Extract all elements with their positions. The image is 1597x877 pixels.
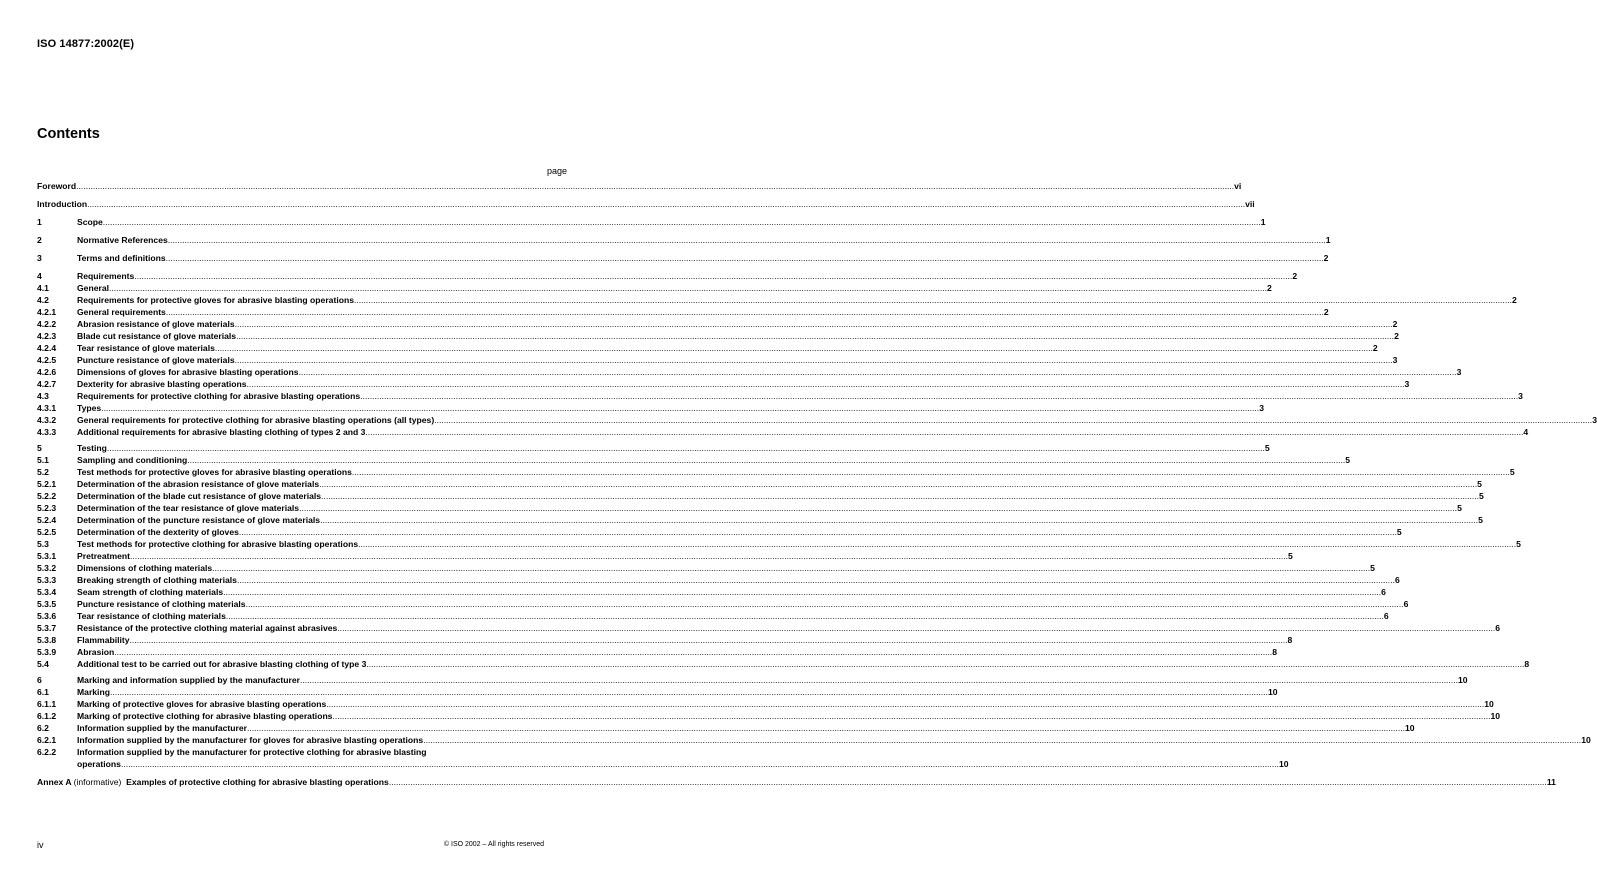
dot-leader [114, 646, 1272, 658]
dot-leader [76, 180, 1234, 192]
toc-entry-introduction[interactable] [37, 198, 1255, 210]
toc-entry-label: Tear resistance of clothing materials [77, 611, 226, 621]
toc-entry-label: Additional test to be carried out for abrasive blasting clothing of type 3 [77, 659, 367, 669]
toc-group-testing [37, 442, 1530, 670]
toc-entry[interactable] [37, 490, 1484, 502]
toc-entry-label: Sampling and conditioning [77, 455, 188, 465]
dot-leader [236, 330, 1394, 342]
dot-leader [247, 722, 1405, 734]
toc-entry-page: 5 [1345, 455, 1351, 465]
toc-entry[interactable] [37, 746, 569, 758]
toc-entry-label: Types [77, 403, 102, 413]
dot-leader [354, 294, 1512, 306]
toc-group-marking [37, 674, 1591, 770]
toc-entry-page: 10 [1581, 735, 1591, 745]
toc-entry-page: 8 [1272, 647, 1278, 657]
toc-entry-number: 2 [37, 235, 42, 245]
toc-entry-page: 10 [1490, 711, 1501, 721]
toc-entry-number: 5.2 [37, 467, 49, 477]
toc-entry[interactable] [37, 306, 1329, 318]
toc-entry-label: Blade cut resistance of glove materials [77, 331, 237, 341]
annex-note: (informative) [73, 777, 122, 787]
toc-entry-page: vii [1245, 199, 1255, 209]
toc-entry-label: Tear resistance of glove materials [77, 343, 215, 353]
toc-entry-number: 5.3.3 [37, 575, 57, 585]
toc-entry-label: Requirements for protective clothing for abrasive blasting operations [77, 391, 361, 401]
toc-entry[interactable] [37, 734, 1591, 746]
dot-leader [87, 198, 1245, 210]
dot-leader [235, 354, 1393, 366]
toc-entry-number: 5.3.9 [37, 647, 57, 657]
dot-leader [212, 562, 1370, 574]
toc-entry-number: 5 [37, 443, 42, 453]
toc-entry-label: Determination of the dexterity of gloves [77, 527, 239, 537]
toc-entry-number: 4.2.3 [37, 331, 57, 341]
toc-entry-page: 3 [1404, 379, 1410, 389]
dot-leader [223, 586, 1381, 598]
dot-leader [166, 306, 1324, 318]
toc-entry-page: 1 [1260, 217, 1266, 227]
toc-entry-number: 5.3.8 [37, 635, 57, 645]
toc-entry-page: 6 [1381, 587, 1386, 597]
dot-leader [166, 252, 1324, 264]
dot-leader [299, 502, 1457, 514]
toc-entry-page: 6 [1383, 611, 1389, 621]
dot-leader [352, 466, 1510, 478]
toc-entry-number: 5.2.4 [37, 515, 57, 525]
toc-entry[interactable] [37, 216, 1266, 228]
toc-entry[interactable] [37, 252, 1329, 264]
toc-entry[interactable] [37, 538, 1521, 550]
toc-entry[interactable] [37, 502, 1462, 514]
dot-leader [389, 776, 1547, 788]
page-title: Contents [37, 126, 100, 142]
toc-entry-label: Abrasion resistance of glove materials [77, 319, 235, 329]
toc-entry-label: Requirements for protective gloves for abrasive blasting operations [77, 295, 354, 305]
toc-entry-page: 10 [1457, 675, 1468, 685]
toc-entry-page: 3 [1392, 355, 1398, 365]
toc-entry[interactable] [37, 390, 1523, 402]
toc-entry-label: Information supplied by the manufacturer for protective clothing for abrasive blasting [77, 747, 427, 757]
toc-entry-number: 4.2.5 [37, 355, 57, 365]
dot-leader [300, 674, 1458, 686]
toc-entry-number: 6.2.1 [37, 735, 57, 745]
toc-entry-page: 2 [1511, 295, 1517, 305]
toc-entry-label: Introduction [37, 199, 88, 209]
toc-entry-page: 5 [1516, 539, 1521, 549]
toc-entry-page: 5 [1457, 503, 1462, 513]
toc-entry-label: Dimensions of gloves for abrasive blasting operations [77, 367, 299, 377]
toc-entry-label: Dexterity for abrasive blasting operations [77, 379, 247, 389]
toc-entry[interactable] [37, 378, 1410, 390]
toc-entry[interactable] [37, 610, 1389, 622]
dot-leader [130, 634, 1288, 646]
toc-entry[interactable] [37, 282, 1272, 294]
toc-entry-label: Marking of protective clothing for abrasive blasting operations [77, 711, 333, 721]
toc-entry-label: Resistance of the protective clothing material against abrasives [77, 623, 338, 633]
dot-leader [337, 622, 1495, 634]
toc-entry-label: Marking and information supplied by the manufacturer [77, 675, 300, 685]
toc-entry[interactable] [37, 426, 1529, 438]
toc-entry-page: 3 [1259, 403, 1264, 413]
dot-leader [299, 366, 1457, 378]
dot-leader [237, 574, 1395, 586]
toc-entry-number: 5.3.6 [37, 611, 57, 621]
toc-entry-label: Puncture resistance of glove materials [77, 355, 235, 365]
toc-entry-label: Foreword [37, 181, 77, 191]
toc-entry-page: 5 [1288, 551, 1293, 561]
toc-entry-number: 4.2.6 [37, 367, 57, 377]
toc-entry-number: 4.3.2 [37, 415, 57, 425]
dot-leader [121, 758, 1279, 770]
toc-entry-label: Flammability [77, 635, 130, 645]
toc-entry-number: 5.2.5 [37, 527, 57, 537]
page-column-label: page [546, 166, 567, 176]
dot-leader [109, 282, 1267, 294]
dot-leader [423, 734, 1581, 746]
dot-leader [107, 442, 1265, 454]
toc-entry[interactable] [37, 698, 1494, 710]
toc-entry[interactable] [37, 514, 1483, 526]
toc-entry-label: Information supplied by the manufacturer for gloves for abrasive blasting operations [77, 735, 424, 745]
toc-entry-page: 2 [1323, 307, 1329, 317]
toc-entry-number: 6.2 [37, 723, 49, 733]
toc-entry-number: 4.2.2 [37, 319, 57, 329]
toc-entry-label: Terms and definitions [77, 253, 166, 263]
toc-entry[interactable] [37, 710, 1501, 722]
toc-entry-number: 5.3.2 [37, 563, 57, 573]
dot-leader [168, 234, 1326, 246]
toc-entry-annex[interactable] [37, 776, 1556, 788]
toc-entry-number: 6 [37, 675, 42, 685]
toc-entry-page: 2 [1372, 343, 1378, 353]
toc-entry[interactable] [37, 342, 1378, 354]
toc-entry-page: 10 [1278, 759, 1289, 769]
dot-leader [366, 658, 1524, 670]
toc-entry-page: 5 [1509, 467, 1515, 477]
toc-entry-number: 5.3.1 [37, 551, 57, 561]
annex-title: Examples of protective clothing for abrasive blasting operations [126, 777, 389, 787]
dot-leader [319, 478, 1477, 490]
toc-entry-page: 5 [1396, 527, 1402, 537]
annex-prefix: Annex A [37, 777, 72, 787]
toc-entry-page: 2 [1292, 271, 1298, 281]
dot-leader [235, 318, 1393, 330]
toc-entry[interactable] [37, 550, 1293, 562]
dot-leader [103, 216, 1261, 228]
toc-entry-page: 10 [1267, 687, 1278, 697]
toc-entry-label: Determination of the abrasion resistance of glove materials [77, 479, 320, 489]
toc-entry-page: 3 [1456, 367, 1462, 377]
toc-entry-page: vi [1234, 181, 1242, 191]
dot-leader [215, 342, 1373, 354]
toc-entry[interactable] [37, 294, 1517, 306]
toc-entry-label: Additional requirements for abrasive blasting clothing of types 2 and 3 [77, 427, 366, 437]
toc-entry[interactable] [37, 658, 1530, 670]
toc-entry-number: 5.3.5 [37, 599, 57, 609]
toc-entry[interactable] [37, 634, 1293, 646]
dot-leader [247, 378, 1405, 390]
toc-entry-label: operations [77, 759, 121, 769]
toc-entry-page: 3 [1518, 391, 1523, 401]
toc-entry[interactable] [37, 402, 1264, 414]
toc-entry[interactable] [37, 478, 1482, 490]
dot-leader [321, 490, 1479, 502]
toc-entry-page: 2 [1267, 283, 1272, 293]
toc-entry-number: 4.1 [37, 283, 49, 293]
toc-entry[interactable] [37, 526, 1402, 538]
toc-entry[interactable] [37, 686, 1278, 698]
dot-leader [358, 538, 1516, 550]
toc-entry-continuation[interactable] [37, 758, 1289, 770]
dot-leader [360, 390, 1518, 402]
toc-entry-label: Testing [77, 443, 107, 453]
toc-entry[interactable] [37, 586, 1386, 598]
dot-leader [332, 710, 1490, 722]
toc-entry[interactable] [37, 454, 1351, 466]
toc-entry-page: 11 [1546, 777, 1556, 787]
toc-entry-label [37, 776, 389, 788]
toc-entry[interactable] [37, 466, 1515, 478]
toc-entry-label: Marking of protective gloves for abrasive blasting operations [77, 699, 327, 709]
toc-entry[interactable] [37, 442, 1270, 454]
dot-leader [226, 610, 1384, 622]
toc-entry-number: 3 [37, 253, 42, 263]
toc-entry-label: Test methods for protective clothing for abrasive blasting operations [77, 539, 359, 549]
toc-entry-number: 4.2.7 [37, 379, 57, 389]
dot-leader [434, 414, 1592, 426]
toc-entry-page: 2 [1394, 331, 1399, 341]
toc-entry-number: 4.2 [37, 295, 49, 305]
toc-entry-number: 5.2.1 [37, 479, 57, 489]
toc-entry-label: General requirements for protective clothing for abrasive blasting operations (all types) [77, 415, 435, 425]
dot-leader [239, 526, 1397, 538]
toc-entry-page: 6 [1394, 575, 1400, 585]
toc-entry-foreword[interactable] [37, 180, 1242, 192]
toc-entry-page: 8 [1524, 659, 1530, 669]
toc-entry-page: 10 [1404, 723, 1415, 733]
toc-group-requirements [37, 270, 1597, 438]
toc-entry-label: General [77, 283, 110, 293]
toc-entry[interactable] [37, 574, 1400, 586]
toc-entry-number: 4.2.1 [37, 307, 57, 317]
toc-entry[interactable] [37, 622, 1501, 634]
toc-entry-label: Marking [77, 687, 110, 697]
toc-entry-page: 10 [1484, 699, 1494, 709]
dot-leader [320, 514, 1478, 526]
toc-entry-page: 5 [1264, 443, 1270, 453]
toc-entry-page: 5 [1479, 491, 1484, 501]
dot-leader [365, 426, 1523, 438]
toc-entry-page: 2 [1323, 253, 1329, 263]
toc-entry-page: 2 [1392, 319, 1398, 329]
toc-entry-number: 4.3 [37, 391, 49, 401]
dot-leader [130, 550, 1288, 562]
toc-entry-page: 4 [1523, 427, 1529, 437]
toc-entry-label: Abrasion [77, 647, 115, 657]
toc-entry[interactable] [37, 318, 1398, 330]
toc-entry[interactable] [37, 354, 1398, 366]
toc-entry-label: Information supplied by the manufacturer [77, 723, 247, 733]
toc-entry-page: 5 [1478, 515, 1483, 525]
toc-entry-label: Determination of the tear resistance of glove materials [77, 503, 300, 513]
toc-entry-label: Scope [77, 217, 103, 227]
dot-leader [134, 270, 1292, 282]
toc-entry-label: Determination of the blade cut resistance of glove materials [77, 491, 322, 501]
toc-entry-page: 3 [1592, 415, 1597, 425]
toc-entry-number: 4 [37, 271, 42, 281]
toc-entry-number: 4.2.4 [37, 343, 57, 353]
toc-entry-number: 6.1 [37, 687, 49, 697]
toc-entry[interactable] [37, 598, 1409, 610]
toc-entry-number: 1 [37, 217, 42, 227]
copyright-notice: © ISO 2002 – All rights reserved [443, 841, 544, 848]
toc-entry-label: Test methods for protective gloves for abrasive blasting operations [77, 467, 352, 477]
dot-leader [110, 686, 1268, 698]
toc-entry-number: 5.4 [37, 659, 49, 669]
toc-entry[interactable] [37, 366, 1462, 378]
toc-entry-number: 5.3 [37, 539, 49, 549]
toc-entry-number: 6.1.1 [37, 699, 57, 709]
dot-leader [187, 454, 1345, 466]
toc-entry-page: 5 [1477, 479, 1482, 489]
dot-leader [326, 698, 1484, 710]
toc-entry-label: Seam strength of clothing materials [77, 587, 224, 597]
toc-entry[interactable] [37, 722, 1415, 734]
page-number: iv [37, 840, 44, 850]
toc-entry-number: 6.1.2 [37, 711, 57, 721]
toc-entry-number: 5.3.7 [37, 623, 57, 633]
toc-entry[interactable] [37, 414, 1597, 426]
toc-entry-number: 6.2.2 [37, 747, 57, 757]
toc-entry[interactable] [37, 646, 1278, 658]
toc-entry-number: 5.2.3 [37, 503, 57, 513]
toc-entry-number: 4.3.3 [37, 427, 57, 437]
toc-entry-label: Requirements [77, 271, 135, 281]
toc-entry-label: Breaking strength of clothing materials [77, 575, 237, 585]
dot-leader [246, 598, 1404, 610]
toc-entry-page: 5 [1370, 563, 1375, 573]
toc-entry-page: 6 [1403, 599, 1409, 609]
table-of-contents [37, 180, 1597, 788]
toc-entry[interactable] [37, 674, 1468, 686]
toc-entry-label: Determination of the puncture resistance of glove materials [77, 515, 321, 525]
toc-entry-number: 5.3.4 [37, 587, 57, 597]
toc-entry[interactable] [37, 234, 1331, 246]
toc-entry-page: 6 [1495, 623, 1501, 633]
toc-entry[interactable] [37, 270, 1298, 282]
toc-entry-label: Dimensions of clothing materials [77, 563, 213, 573]
toc-entry-number: 5.2.2 [37, 491, 57, 501]
toc-entry-label: Pretreatment [77, 551, 131, 561]
toc-entry[interactable] [37, 330, 1399, 342]
toc-entry-label: Normative References [77, 235, 168, 245]
dot-leader [101, 402, 1259, 414]
toc-entry-number: 4.3.1 [37, 403, 57, 413]
document-identifier: ISO 14877:2002(E) [37, 38, 135, 50]
toc-entry-page: 1 [1325, 235, 1331, 245]
toc-entry-page: 8 [1287, 635, 1293, 645]
toc-entry[interactable] [37, 562, 1375, 574]
toc-entry-label: General requirements [77, 307, 166, 317]
toc-entry-number: 5.1 [37, 455, 49, 465]
toc-entry-label: Puncture resistance of clothing materials [77, 599, 246, 609]
